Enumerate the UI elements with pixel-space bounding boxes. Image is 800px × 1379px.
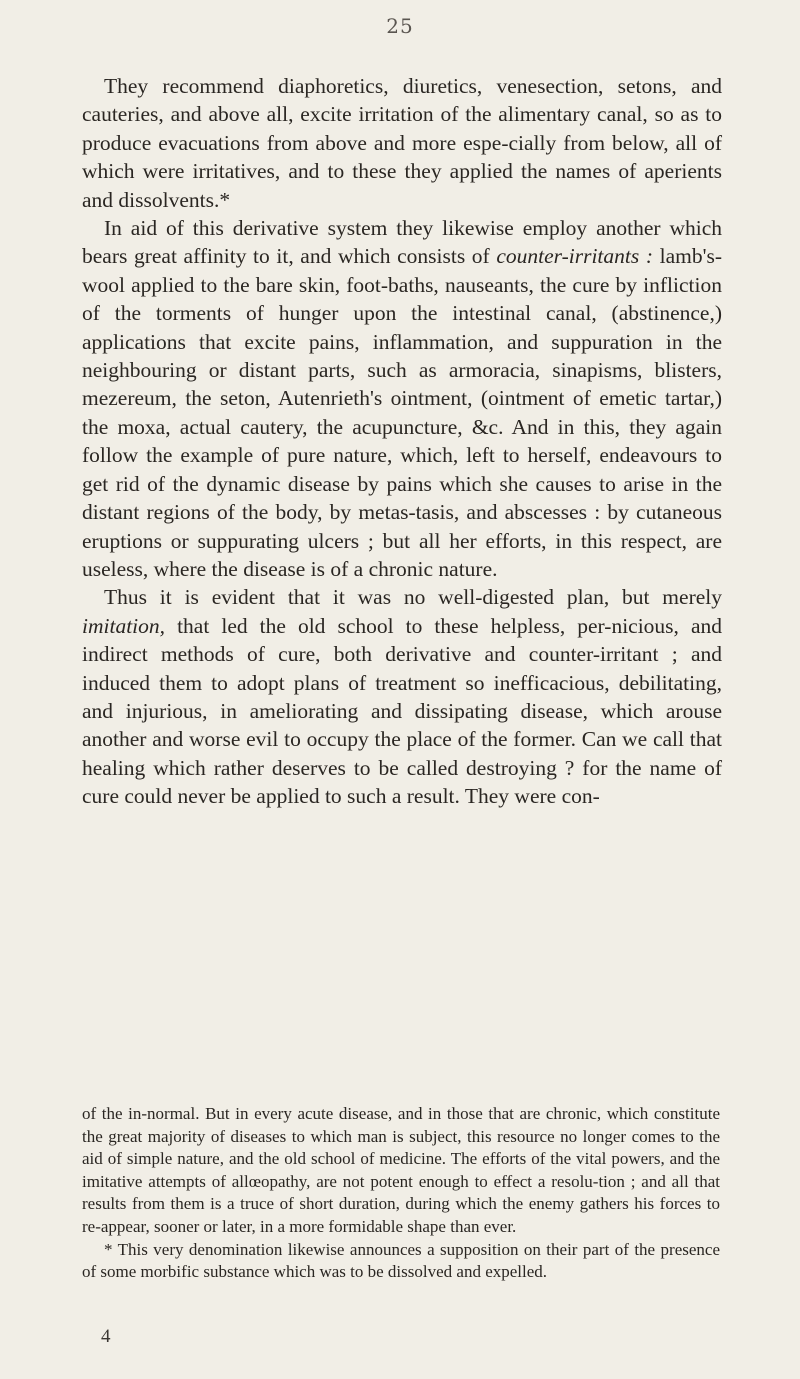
- footnote-continued: of the in-normal. But in every acute disease, and in those that are chronic, which constitute the great majority of diseases to which man is subject, this resource no longer comes to the aid of simple nature, and the old school of medicine. The efforts of the vital powers, and the imitative attempts of allœopathy, are not potent enough to effect a resolu-tion ; and all that results from them is a truce of short duration, during which the enemy gathers his forces to re-appear, sooner or later, in a more formidable shape than ever.: [82, 1104, 720, 1236]
- paragraph-2: [82, 214, 722, 583]
- body-text: [82, 72, 722, 811]
- paragraph-1-text: They recommend diaphoretics, diuretics, venesection, setons, and cauteries, and above all, excite irritation of the alimentary canal, so as to produce evacuations from above and more espe-cially from below, all of which were irritatives, and to these they applied the names of aperients and dissolvents.*: [82, 74, 722, 212]
- paragraph-1: [82, 72, 722, 214]
- page-number: 25: [386, 14, 414, 38]
- paragraph-3-text-b: that led the old school to these helpless, per-nicious, and indirect methods of cure, both derivative and counter-irritant ; and induced them to adopt plans of treatment so inefficacious, debilitating, and injurious, in ameliorating and dissipating disease, which arouse another and worse evil to occupy the place of the former. Can we call that healing which rather deserves to be called destroying ? for the name of cure could never be applied to such a result. They were con-: [82, 613, 722, 809]
- paragraph-3-text-a: Thus it is evident that it was no well-digested plan, but merely: [104, 585, 722, 610]
- footnote-asterisk: * This very denomination likewise announces a supposition on their part of the presence of some morbific substance which was to be dissolved and expelled.: [82, 1239, 720, 1282]
- paragraph-2-italic-term: counter-irritants :: [496, 244, 653, 269]
- signature-mark: 4: [101, 1326, 111, 1347]
- paragraph-3: [82, 583, 722, 810]
- paragraph-2-text-b: lamb's-wool applied to the bare skin, foot-baths, nauseants, the cure by infliction of the torments of hunger upon the intestinal canal, (abstinence,) applications that excite pains, inflammation, and suppuration in the neighbouring or distant parts, such as armoracia, sinapisms, blisters, mezereum, the seton, Autenrieth's ointment, (ointment of emetic tartar,) the moxa, actual cautery, the acupuncture, &c. And in this, they again follow the example of pure nature, which, left to herself, endeavours to get rid of the dynamic disease by pains which she causes to arise in the distant regions of the body, by metas-tasis, and abscesses : by cutaneous eruptions or suppurating ulcers ; but all her efforts, in this respect, are useless, where the disease is of a chronic nature.: [82, 244, 722, 581]
- paragraph-3-italic-term: imitation,: [82, 613, 166, 638]
- paragraph-2-text-a: In aid of this derivative system they likewise employ another which bears great affinity to it, and which consists of: [82, 216, 722, 269]
- footnotes: [82, 1103, 720, 1284]
